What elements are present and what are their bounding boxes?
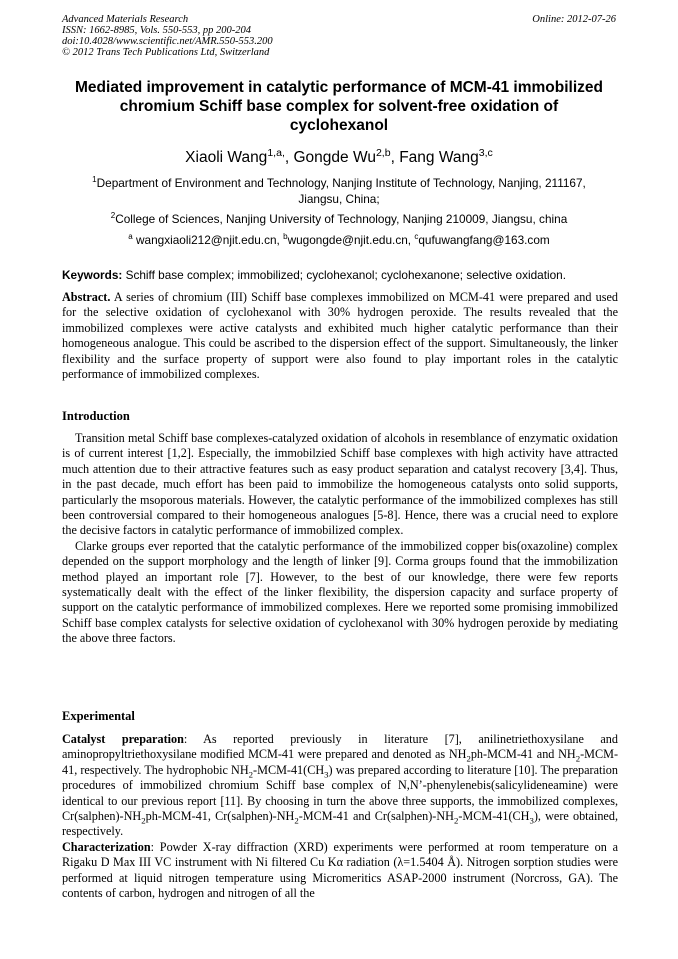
issn-line: ISSN: 1662-8985, Vols. 550-553, pp 200-204 [62,25,251,36]
cat-text-7: -MCM-41 and Cr(salphen)-NH [298,809,454,824]
characterization-text: : Powder X-ray diffraction (XRD) experiments were performed at room temperature on a Rigaku D Max III VC instrument with Ni filtered Cu Kα radiation (λ=1.5404 Å). Nitrogen sorption studies were performed at liquid nitrogen temperature using Micromeritics ASAP-2000 instrument (Norcross, GA). The contents of carbon, hydrogen and nitrogen of all the [62,839,618,901]
affiliation-1 [62,175,616,207]
intro-paragraph-2: Clarke groups ever reported that the catalytic performance of the immobilized copper bis(oxazoline) complex depended on the support morphology and the length of linker [9]. Corma groups found that the immobilization method played an important role [7]. However, to the best of our knowledge, there were few reports systematically dealt with the effect of the linker flexibility, the dispersion capacity and surface property of support on the catalytic performance of immobilized complexes. Here we reported some promising immobilized Schiff base complex catalysts for selective oxidation of cyclohexanol with 30% hydrogen peroxide by mediating the above three factors. [62,538,618,646]
author-1: Xiaoli Wang [185,149,268,166]
email-a[interactable]: wangxiaoli212@njit.edu.cn, [132,233,284,247]
affiliation-2 [62,211,616,227]
keywords-label: Keywords: [62,268,123,282]
cat-sub-8: 3 [529,815,534,826]
copyright-line: © 2012 Trans Tech Publications Ltd, Switzerland [62,47,270,58]
author-list [60,148,618,168]
author-2: , Gongde Wu [284,149,376,166]
journal-name: Advanced Materials Research [62,14,189,25]
title-line-1: Mediated improvement in catalytic performance of MCM-41 immobilized [75,79,603,96]
cat-text-5: ) was prepared according to literature [10]. The preparation procedures of immobilized chromium Schiff base complex of N,N’-phenylenebis(salicylideneamine) were identical to our previous report [11]. By choosing in turn the above three supports, the immobilized complexes, Cr(salphen)-NH [62,762,618,824]
cat-sub-6: 2 [294,815,299,826]
author-2-sup: 2,b [375,146,391,159]
introduction-heading: Introduction [62,409,130,423]
cat-text-4: -MCM-41(CH [253,762,325,777]
experimental-heading: Experimental [62,709,135,723]
experimental-body [62,732,618,901]
cat-text-8: -MCM-41(CH [458,809,530,824]
cat-sub-4: 3 [324,769,329,780]
cat-sub-1: 2 [466,753,471,764]
email-a-sup: a [128,232,133,242]
catalyst-preparation-label: Catalyst preparation [62,732,184,746]
cat-sub-7: 2 [453,815,459,826]
aff1-line-2: Jiangsu, China; [298,192,380,206]
email-b-sup: b [283,232,288,242]
cat-sub-2: 2 [575,753,581,764]
introduction-body [62,431,618,647]
keywords-text: Schiff base complex; immobilized; cyclohexanol; cyclohexanone; selective oxidation. [122,268,567,282]
email-line [62,232,616,248]
cat-text-2: ph-MCM-41 and NH [470,747,576,762]
aff1-line-1: Department of Environment and Technology, Nanjing Institute of Technology, Nanjing, 211167, [96,176,586,190]
cat-sub-5: 2 [141,815,146,826]
cat-text-9: ), were obtained, respectively. [62,809,618,839]
characterization-label: Characterization [62,839,151,854]
cat-text-3: -MCM-41, respectively. The hydrophobic NH [62,747,618,777]
catalyst-preparation-paragraph [62,732,618,840]
email-c[interactable]: qufuwangfang@163.com [418,233,550,247]
intro-paragraph-1: Transition metal Schiff base complexes-catalyzed oxidation of alcohols in resemblance of enzymatic oxidation is of current interest [1,2]. Especially, the immobilzied Schiff base complexes with high activity have attracted much attention due to their attractive features such as easy product separation and catalyst recovery [3,4]. Thus, in the past decade, much effort has been paid to immobilize the homogeneous catalysts onto solid supports, particularly the msoporous materials. However, the catalytic performance of the immobilized complexes has still been controversial compared to their homogeneous analogues [5-8]. Hence, there was a crucial need to explore the decisive factors in catalytic performance of immobilized complex. [62,431,618,538]
cat-text-6: ph-MCM-41, Cr(salphen)-NH [145,809,295,824]
paper-title [60,78,618,135]
cat-sub-3: 2 [248,769,254,780]
abstract-label: Abstract. [62,290,111,304]
author-3: , Fang Wang [390,149,479,166]
online-date: Online: 2012-07-26 [532,14,616,25]
email-c-sup: c [414,232,419,242]
abstract [62,290,618,382]
abstract-text: A series of chromium (III) Schiff base complexes immobilized on MCM-41 were prepared and used for the selective oxidation of cyclohexanol with 30% hydrogen peroxide. The results revealed that the immobilized complexes were active catalysts and exhibited much higher catalytic performance than their homogeneous analogue. This could be ascribed to the dispersion effect of the support. Simultaneously, the linker flexibility and the surface property of support were also found to play important roles in the catalytic performance of immobilized complexes. [62,290,618,382]
author-1-sup: 1,a, [267,146,285,159]
doi-line: doi:10.4028/www.scientific.net/AMR.550-553.200 [62,36,273,47]
title-line-2: chromium Schiff base complex for solvent-free oxidation of [119,98,559,115]
email-b[interactable]: wugongde@njit.edu.cn, [287,233,415,247]
aff1-sup: 1 [92,175,97,185]
cat-text-1: : As reported previously in literature [7], anilinetriethoxysilane and aminopropyltriethoxysilane modified MCM-41 were prepared and denoted as NH [62,732,618,762]
aff2-text: College of Sciences, Nanjing University of Technology, Nanjing 210009, Jiangsu, china [115,212,568,226]
author-3-sup: 3,c [478,146,493,159]
aff2-sup: 2 [110,211,116,221]
characterization-paragraph [62,840,618,902]
journal-header [62,14,616,58]
keywords [62,268,618,283]
title-line-3: cyclohexanol [289,117,389,134]
